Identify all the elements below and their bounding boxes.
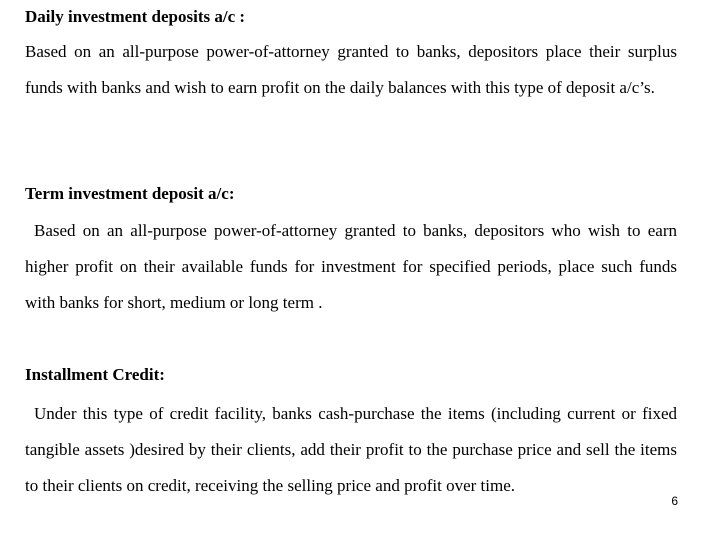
section-body: Under this type of credit facility, banks cash-purchase the items (including current or fixed tangible assets )desired by their clients, add their profit to the purchase price and sell the items to their clients on credit, receiving the selling price and profit over time.	[25, 404, 677, 495]
page-number: 6	[671, 494, 678, 508]
section-installment-credit	[25, 364, 677, 504]
section-term-investment-deposit	[25, 183, 677, 321]
section-title: Installment Credit:	[25, 365, 165, 384]
section-title: Daily investment deposits a/c :	[25, 7, 246, 26]
section-body: Based on an all-purpose power-of-attorney granted to banks, depositors place their surplus funds with banks and wish to earn profit on the daily balances with this type of deposit a/c’s.	[25, 42, 677, 97]
section-title: Term investment deposit a/c:	[25, 184, 235, 203]
section-daily-investment-deposits	[25, 6, 677, 106]
section-body: Based on an all-purpose power-of-attorney granted to banks, depositors who wish to earn higher profit on their available funds for investment for specified periods, place such funds with banks for short, medium or long term .	[25, 221, 677, 312]
